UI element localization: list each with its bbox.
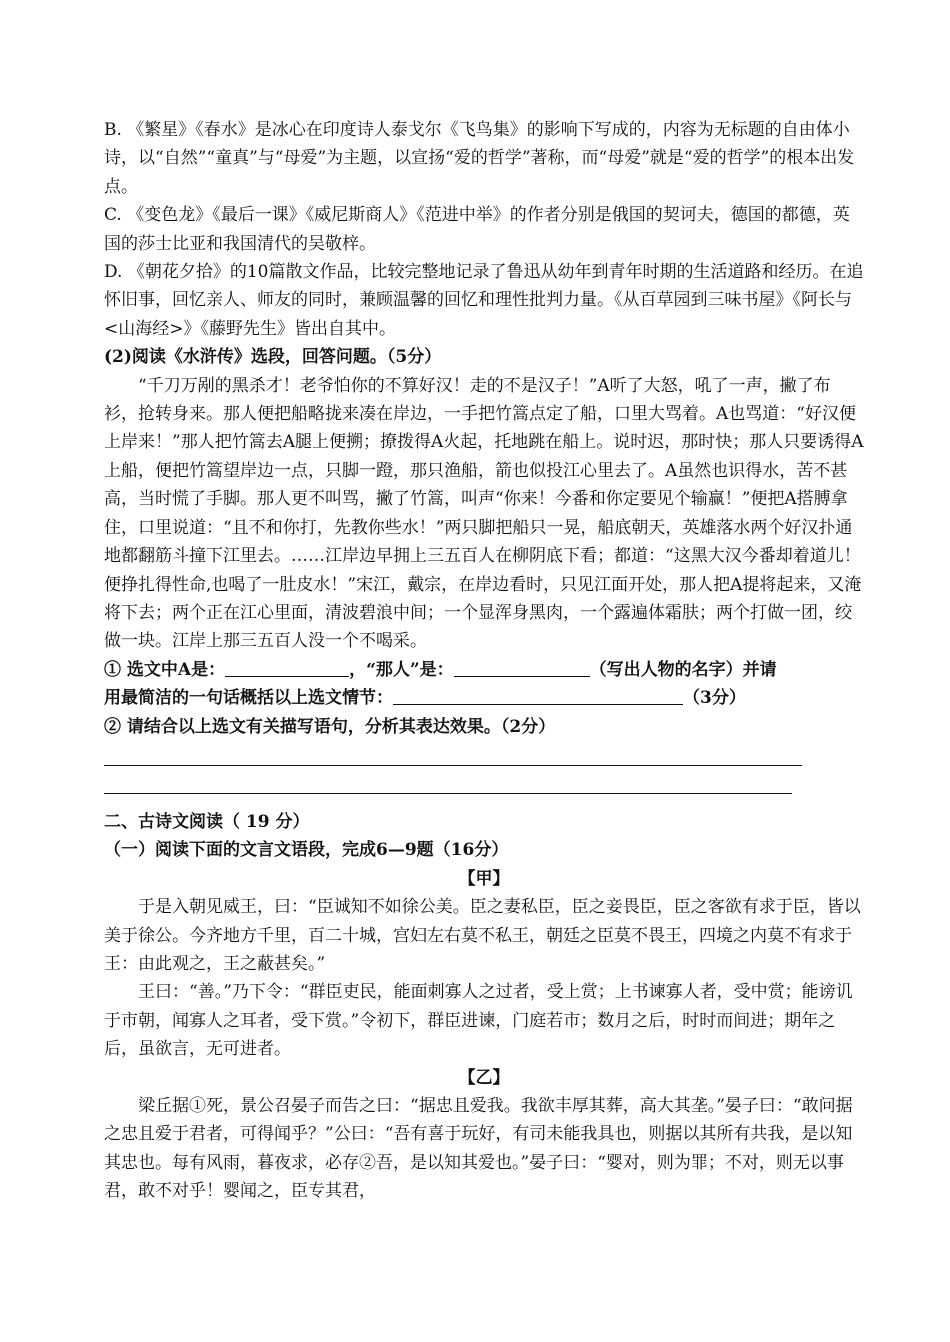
answer-blank-a[interactable] [225, 658, 349, 677]
text-jia-label: 【甲】 [458, 868, 510, 889]
sub1-summary-prompt: 用最简洁的一句话概括以上选文情节： [104, 688, 393, 709]
section-2-heading: 二、古诗文阅读（ 19 分） [104, 811, 310, 832]
sub1-prefix: ① 选文中A是： [104, 659, 226, 680]
sub1-suffix: （写出人物的名字）并请 [589, 659, 777, 680]
shuihu-passage: “千刀万剐的黑杀才！老爷怕你的不算好汉！走的不是汉子！”A听了大怒，吼了一声，撇了布衫，抢转身来。那人便把船略拢来凑在岸边，一手把竹篙点定了船，口里大骂着。A也骂道：“好汉便上岸来！”那人把竹篙去A腿上便搠；撩拨得A火起，托地跳在船上。说时迟，那时快；那人只要诱得A上船，便把竹篙望岸边一点，只脚一蹬，那只渔船，箭也似投江心里去了。A虽然也识得水，苦不甚高，当时慌了手脚。那人更不叫骂，撇了竹篙，叫声“你来！今番和你定要见个输赢！”便把A搭膊拿住，口里说道：“且不和你打，先教你些水！”两只脚把船只一晃，船底朝天，英雄落水两个好汉扑通地都翻筋斗撞下江里去。……江岸边早拥上三五百人在柳阴底下看；都道：“这黑大汉今番却着道儿！便挣扎得性命,也喝了一肚皮水！”宋江，戴宗，在岸边看时，只见江面开处，那人把A提将起来，又淹将下去；两个正在江心里面，清波碧浪中间；一个显浑身黑肉，一个露遍体霜肤；两个打做一团，绞做一块。江岸上那三五百人没一个不喝采。 [104, 375, 864, 652]
sub1-score: （3分） [683, 688, 746, 709]
option-b: B. 《繁星》《春水》是冰心在印度诗人泰戈尔《飞鸟集》的影响下写成的，内容为无标题的自由体小诗，以“自然”“童真”与“母爱”为主题，以宣扬“爱的哲学”著称，而“母爱”就是“爱的哲学”的根本出发点。 [104, 120, 855, 197]
text-jia-paragraph-2: 王曰：“善。”乃下令：“群臣吏民，能面刺寡人之过者，受上赏；上书谏寡人者，受中赏；能谤讥于市朝，闻寡人之耳者，受下赏。”令初下，群臣进谏，门庭若市；数月之后，时时而间进；期年之后，虽欲言，无可进者。 [104, 982, 853, 1060]
answer-blank-person[interactable] [454, 658, 590, 677]
text-jia-paragraph-1: 于是入朝见威王，曰：“臣诚知不如徐公美。臣之妻私臣，臣之妾畏臣，臣之客欲有求于臣，皆以美于徐公。今齐地方千里，百二十城，宫妇左右莫不私王，朝廷之臣莫不畏王，四境之内莫不有求于王：由此观之，王之蔽甚矣。” [104, 897, 861, 974]
option-d: D. 《朝花夕拾》的10篇散文作品，比较完整地记录了鲁迅从幼年到青年时期的生活道路和经历。在追怀旧事，回忆亲人、师友的同时，兼顾温馨的回忆和理性批判力量。《从百草园到三味书屋》《阿长与<山海经>》《藤野先生》皆出自其中。 [104, 262, 864, 339]
sub1-mid: ，“那人”是： [349, 659, 454, 680]
question-2-sub1 [104, 656, 864, 713]
text-yi-paragraph-1: 梁丘据①死，景公召晏子而告之曰：“据忠且爱我。我欲丰厚其葬，高大其垄。”晏子曰：“敢问据之忠且爱于君者，可得闻乎？”公曰：“吾有喜于玩好，有司未能我具也，则据以其所有共我，是以知其忠也。每有风雨，暮夜求，必存②吾，是以知其爱也。”晏子曰：“婴对，则为罪；不对，则无以事君，敢不对乎！婴闻之，臣专其君， [104, 1096, 853, 1202]
question-2-sub2: ② 请结合以上选文有关描写语句，分析其表达效果。（2分） [104, 716, 556, 737]
answer-line-1[interactable] [104, 765, 802, 766]
exam-page [104, 116, 864, 1206]
question-2-heading: (2)阅读《水浒传》选段，回答问题。（5分） [104, 347, 442, 368]
section-2-subheading: （一）阅读下面的文言文语段，完成6—9题（16分） [104, 840, 509, 861]
option-c: C. 《变色龙》《最后一课》《威尼斯商人》《范进中举》的作者分别是俄国的契诃夫，德国的都德，英国的莎士比亚和我国清代的吴敬梓。 [104, 205, 850, 254]
text-yi-label: 【乙】 [458, 1067, 510, 1088]
answer-blank-summary[interactable] [393, 686, 683, 705]
